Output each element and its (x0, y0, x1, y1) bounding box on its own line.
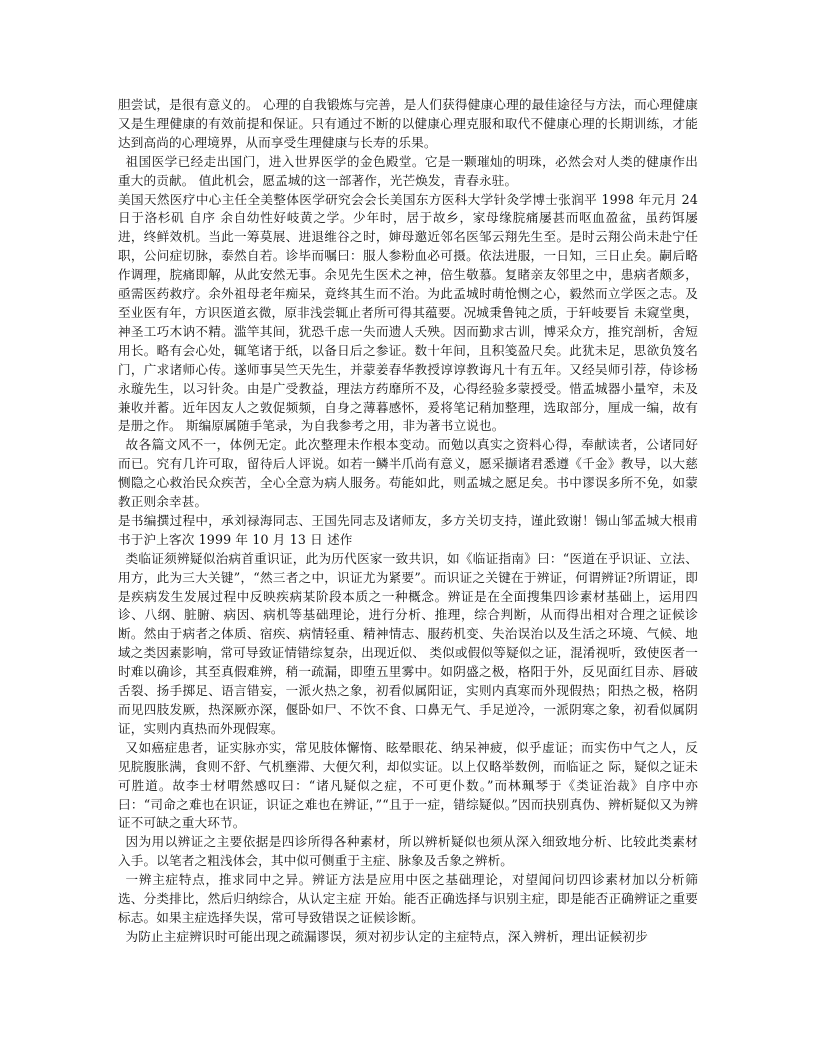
paragraph: 故各篇文风不一，体例无定。此次整理未作根本变动。而勉以真实之资料心得，奉献读者，公诸同好而已。究有几许可取，留待后人评说。如若一鳞半爪尚有意义，愿采撷诸君悉遵《千金》教导，以大慈恻隐之心救治民众疾苦，全心全意为病人服务。苟能如此，则孟城之愿足矣。书中谬误多所不免，如蒙教正则余幸甚。 (118, 437, 698, 510)
paragraph: 又如癌症患者，证实脉亦实，常见肢体懈惰、眩晕眼花、纳呆神疲，似乎虚证；而实伤中气之人，反见脘腹胀满，食则不舒、气机壅滞、大便欠利，却似实证。以上仅略举数例，而临证之 际，疑似之证未可胜道。故李士材喟然感叹曰：“诸凡疑似之症，不可更仆数。”而林珮琴于《类证治裁》自序中亦曰：“司命之难也在识证，识证之难也在辨证，”“且于一症，错综疑似。”因而抉别真伪、辨析疑似又为辨证不可缺之重大环节。 (118, 739, 698, 831)
paragraph: 为防止主症辨识时可能出现之疏漏谬误，须对初步认定的主症特点，深入辨析，理出证候初步 (125, 928, 649, 944)
paragraph: 胆尝试，是很有意义的。 心理的自我锻炼与完善，是人们获得健康心理的最佳途径与方法，而心理健康又是生理健康的有效前提和保证。只有通过不断的以健康心理克服和取代不健康心理的长期训练，才能达到高尚的心理境界，从而享受生理健康与长寿的乐果。 (118, 97, 698, 150)
paragraph: 祖国医学已经走出国门，进入世界医学的金色殿堂。它是一颗璀灿的明珠，必然会对人类的健康作出重大的贡献。 值此机会，愿孟城的这一部著作，光芒焕发，青春永驻。 (118, 153, 698, 188)
document-page (118, 96, 698, 947)
paragraph: 类临证须辨疑似治病首重识证，此为历代医家一致共识，如《临证指南》曰：“医道在乎识证、立法、用方，此为三大关键”，“然三者之中，识证尤为紧要”。而识证之关键在于辨证，何谓辨证?所谓证，即是疾病发生发展过程中反映疾病某阶段本质之一种概念。辨证是在全面搜集四诊素材基础上，运用四诊、八纲、脏腑、病因、病机等基础理论，进行分析、推理，综合判断，从而得出相对合理之证候诊断。然由于病者之体质、宿疾、病情轻重、精神情志、服药机变、失治误治以及生活之环境、气候、地域之类因素影响，常可导致证情错综复杂，出现近似、 类似或假似等疑似之证，混淆视听，致使医者一时难以确诊，其至真假难辨，稍一疏漏，即堕五里雾中。如阴盛之极，格阳于外，反见面红目赤、唇破舌裂、扬手掷足、语言错妄，一派火热之象，初看似属阳证，实则内真寒而外现假热；阳热之极，格阴而见四肢发厥，热深厥亦深，偃卧如尸、不饮不食、口鼻无气、手足逆冷，一派阴寒之象，初看似属阴证，实则内真热而外现假寒。 (118, 550, 698, 736)
paragraph: 是书编撰过程中，承刘禄海同志、王国先同志及诸师友，多方关切支持，谨此致谢！锡山邹孟城大根甫书于沪上客次 1999 年 10 月 13 日 述作 (118, 512, 698, 547)
paragraph: 一辨主症特点，推求同中之异。辨证方法是应用中医之基础理论，对望闻问切四诊素材加以分析筛选、分类排比，然后归纳综合，从认定主症 开始。能否正确选择与识别主症，即是能否正确辨证之重要标志。如果主症选择失误，常可导致错误之证候诊断。 (118, 872, 698, 925)
paragraph: 因为用以辨证之主要依据是四诊所得各种素材，所以辨析疑似也须从深入细致地分析、比较此类素材入手。以笔者之粗浅体会，其中似可侧重于主症、脉象及舌象之辨析。 (118, 834, 698, 869)
paragraph: 美国天然医疗中心主任全美整体医学研究会会长美国东方医科大学针灸学博士张润平 1998 年元月 24 日于洛杉矶 自序 余自幼性好岐黄之学。少年时，居于故乡，家母缘脘痛屡甚而呕血盈盆，虽药饵屡进，终鲜效机。当此一筹莫展、进退维谷之时，婶母邀近邻名医邹云翔先生至。是时云翔公尚未赴宁任职，公问症切脉，泰然自若。诊毕而嘱曰：服人参粉血必可摄。依法进服，一日知，三日止矣。嗣后略作调理，脘痛即解，从此安然无事。余见先生医术之神，倍生敬慕。复睹亲友邻里之中，患病者颇多，亟需医药救疗。余外祖母老年痴呆，竟终其生而不治。为此孟城时萌怆恻之心，毅然而立学医之志。及至业医有年，方识医道玄微，原非浅尝辄止者所可得其蕴要。况城秉鲁钝之质，于轩岐要旨 未窥堂奥，神圣工巧木讷不精。滥竿其间，犹恐千虑一失而遗人夭殃。因而勤求古训，博采众方，推究剖析，舍短用长。略有会心处，辄笔诸于纸，以备日后之参证。数十年间，且积笺盈尺矣。此犹未足，思欲负笈名门，广求诸师心传。遂师事吴竺天先生，并蒙姜春华教授谆谆教诲凡十有五年。又经吴师引荐，侍诊杨永璇先生，以习针灸。由是广受教益，理法方药靡所不及，心得经验多蒙授受。惜孟城器小量窄，未及兼收并蓄。近年因友人之敦促频频，自身之薄暮感怀，爰将笔记稍加整理，选取部分，厘成一编，故有是册之作。 斯编原属随手笔录，为自我参考之用，非为著书立说也。 (118, 191, 698, 434)
